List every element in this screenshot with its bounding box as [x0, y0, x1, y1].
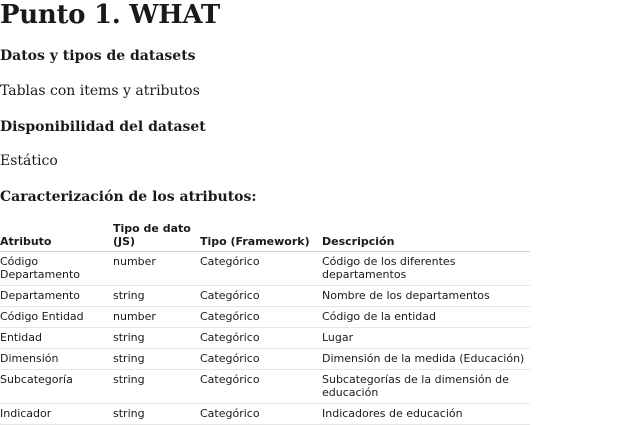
cell-descripcion: Nombre de los departamentos — [322, 286, 530, 307]
cell-tipo-framework: Categórico — [200, 370, 322, 404]
cell-descripcion: Código de los diferentes departamentos — [322, 252, 530, 286]
disponibilidad-text: Estático — [0, 153, 58, 169]
table-row — [0, 307, 530, 328]
cell-tipo-framework: Categórico — [200, 349, 322, 370]
header-tipo-framework: Tipo (Framework) — [200, 222, 322, 252]
table-row — [0, 328, 530, 349]
cell-tipo-dato: string — [113, 286, 200, 307]
cell-tipo-framework: Categórico — [200, 307, 322, 328]
cell-tipo-dato: string — [113, 349, 200, 370]
cell-atributo: Código Departamento — [0, 252, 113, 286]
table-row — [0, 370, 530, 404]
datos-text: Tablas con items y atributos — [0, 83, 200, 99]
header-descripcion: Descripción — [322, 222, 530, 252]
cell-atributo: Entidad — [0, 328, 113, 349]
cell-tipo-framework: Categórico — [200, 328, 322, 349]
table-row — [0, 286, 530, 307]
cell-tipo-dato: string — [113, 404, 200, 425]
cell-descripcion: Código de la entidad — [322, 307, 530, 328]
datos-heading: Datos y tipos de datasets — [0, 48, 196, 64]
table-row — [0, 252, 530, 286]
cell-tipo-framework: Categórico — [200, 252, 322, 286]
cell-tipo-dato: number — [113, 252, 200, 286]
header-tipo-dato: Tipo de dato (JS) — [113, 222, 200, 252]
cell-descripcion: Lugar — [322, 328, 530, 349]
cell-atributo: Dimensión — [0, 349, 113, 370]
table-header-row — [0, 222, 530, 252]
header-atributo: Atributo — [0, 222, 113, 252]
cell-descripcion: Dimensión de la medida (Educación) — [322, 349, 530, 370]
disponibilidad-heading: Disponibilidad del dataset — [0, 119, 206, 135]
cell-tipo-dato: string — [113, 370, 200, 404]
table-row — [0, 404, 530, 425]
cell-atributo: Departamento — [0, 286, 113, 307]
table-row — [0, 349, 530, 370]
cell-tipo-framework: Categórico — [200, 404, 322, 425]
cell-atributo: Indicador — [0, 404, 113, 425]
cell-tipo-framework: Categórico — [200, 286, 322, 307]
cell-descripcion: Indicadores de educación — [322, 404, 530, 425]
cell-atributo: Subcategoría — [0, 370, 113, 404]
cell-descripcion: Subcategorías de la dimensión de educación — [322, 370, 530, 404]
cell-tipo-dato: string — [113, 328, 200, 349]
attributes-table — [0, 222, 530, 425]
cell-tipo-dato: number — [113, 307, 200, 328]
page-title: Punto 1. WHAT — [0, 0, 220, 30]
cell-atributo: Código Entidad — [0, 307, 113, 328]
caracterizacion-heading: Caracterización de los atributos: — [0, 189, 257, 205]
